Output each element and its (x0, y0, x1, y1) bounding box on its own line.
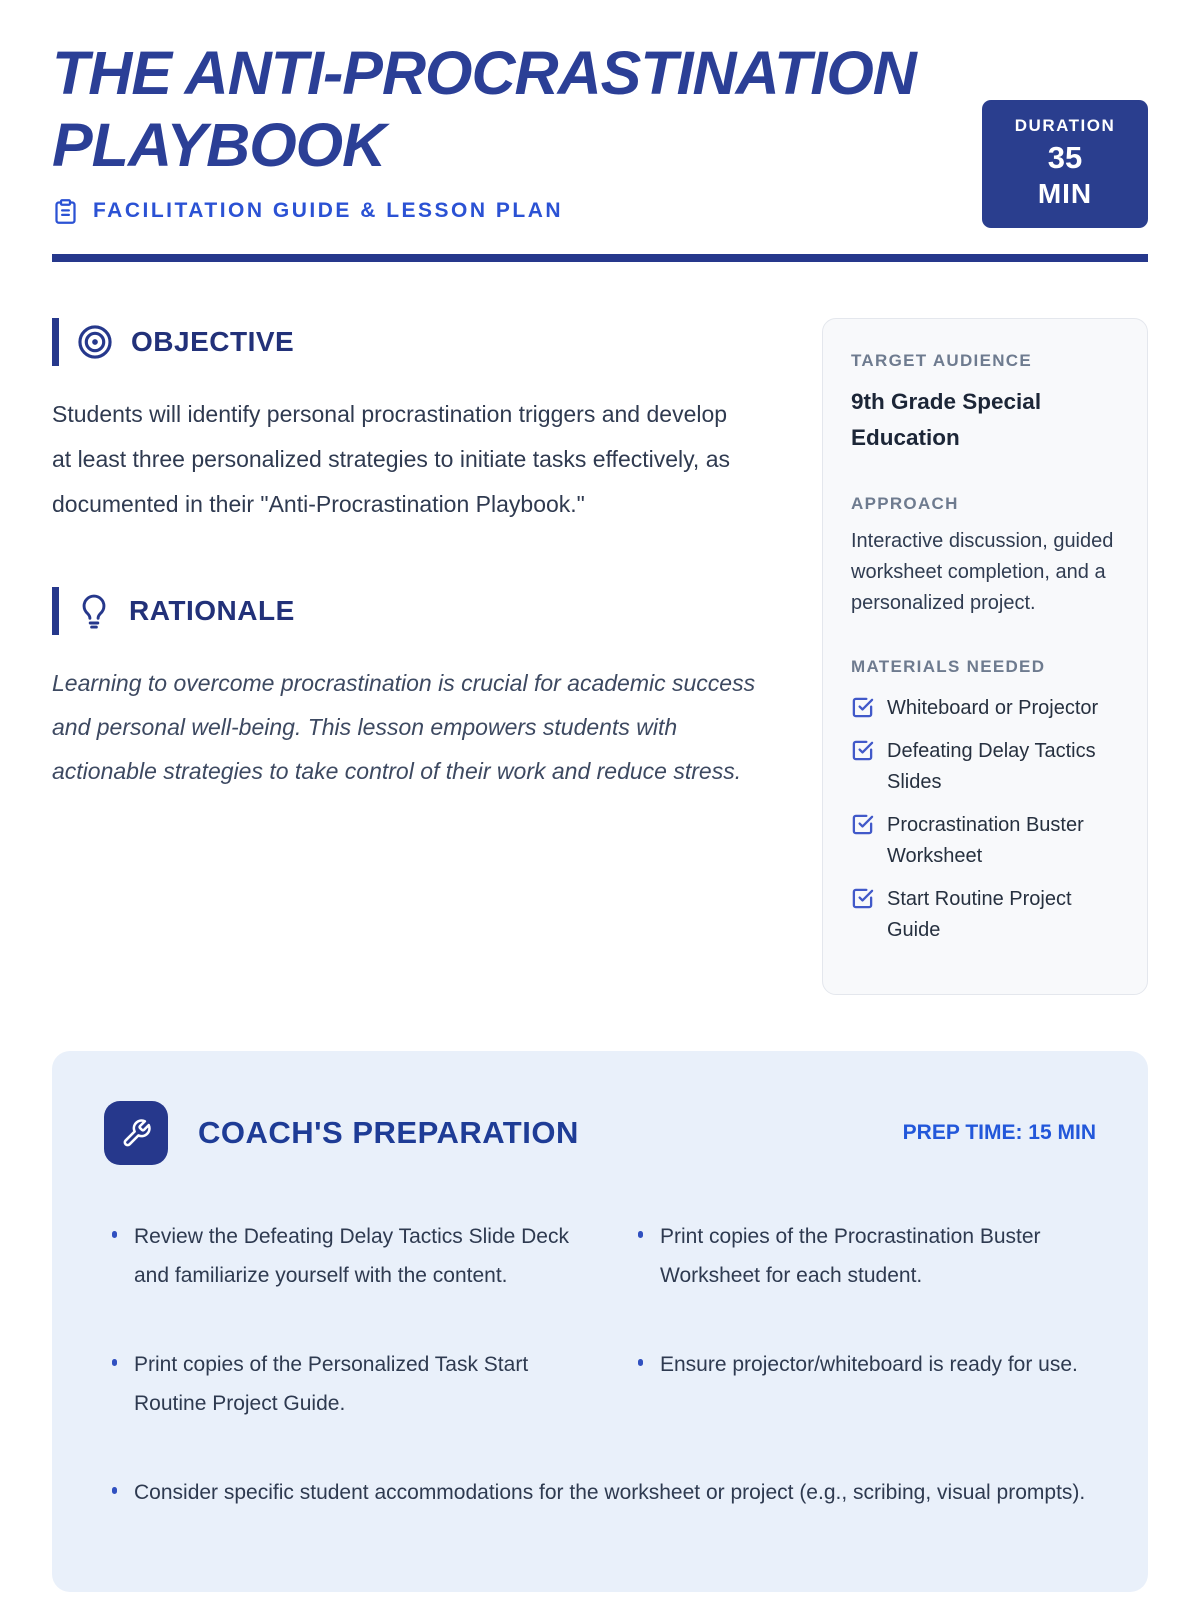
material-text: Procrastination Buster Worksheet (887, 814, 1084, 867)
list-item (851, 884, 1119, 946)
header-left (52, 38, 982, 225)
objective-section (52, 318, 767, 527)
checkbox-icon (851, 813, 874, 836)
main-content (52, 318, 1148, 995)
checkbox-icon (851, 696, 874, 719)
materials-list (851, 693, 1119, 946)
heading-accent-bar (52, 318, 59, 366)
rationale-section (52, 587, 767, 793)
clipboard-icon (52, 198, 79, 225)
target-audience-label: TARGET AUDIENCE (851, 351, 1032, 370)
list-item (851, 693, 1119, 724)
material-text: Whiteboard or Projector (887, 697, 1099, 719)
material-text: Defeating Delay Tactics Slides (887, 740, 1096, 793)
rationale-heading-row (52, 587, 767, 635)
duration-unit: MIN (1037, 178, 1093, 209)
list-item: Review the Defeating Delay Tactics Slide Deck and familiarize yourself with the content. (104, 1217, 570, 1295)
page-title: THE ANTI-PROCRASTINATION PLAYBOOK (52, 39, 916, 179)
duration-label: DURATION (1014, 116, 1116, 135)
wrench-icon (104, 1101, 168, 1165)
target-icon (76, 323, 114, 361)
prep-title: COACH'S PREPARATION (198, 1115, 579, 1150)
objective-title: OBJECTIVE (131, 326, 295, 357)
duration-badge (982, 100, 1148, 228)
target-audience-block (851, 351, 1119, 456)
list-item: Print copies of the Personalized Task Start Routine Project Guide. (104, 1345, 570, 1423)
header (52, 38, 1148, 228)
rationale-title: RATIONALE (129, 595, 295, 626)
rationale-text: Learning to overcome procrastination is crucial for academic success and personal well-being. This lesson empowers students with actionable strategies to take control of their work and reduce stress. (52, 670, 756, 784)
checkbox-icon (851, 887, 874, 910)
prep-header (104, 1101, 1096, 1165)
material-text: Start Routine Project Guide (887, 888, 1072, 941)
checkbox-icon (851, 739, 874, 762)
approach-label: APPROACH (851, 494, 959, 513)
list-item (851, 810, 1119, 872)
duration-value: 35 (1047, 140, 1083, 175)
left-column (52, 318, 767, 793)
list-item (851, 736, 1119, 798)
header-divider (52, 254, 1148, 262)
list-item: Ensure projector/whiteboard is ready for use. (630, 1345, 1096, 1423)
approach-value: Interactive discussion, guided worksheet completion, and a personalized project. (851, 530, 1114, 614)
lesson-info-sidebar (822, 318, 1148, 995)
objective-text: Students will identify personal procrastination triggers and develop at least three personalized strategies to initiate tasks effectively, as documented in their "Anti-Procrastination Playbook." (52, 401, 731, 517)
lightbulb-icon (76, 592, 112, 630)
approach-block (851, 494, 1119, 619)
coach-preparation-card (52, 1051, 1148, 1592)
materials-block (851, 657, 1119, 946)
target-audience-value: 9th Grade Special Education (851, 389, 1042, 450)
list-item: Print copies of the Procrastination Buster Worksheet for each student. (630, 1217, 1096, 1295)
materials-label: MATERIALS NEEDED (851, 657, 1046, 676)
heading-accent-bar (52, 587, 59, 635)
subtitle: FACILITATION GUIDE & LESSON PLAN (93, 199, 564, 223)
prep-checklist (104, 1217, 1096, 1512)
subtitle-row (52, 198, 982, 225)
list-item: Consider specific student accommodations for the worksheet or project (e.g., scribing, visual prompts). (104, 1473, 1096, 1512)
prep-time-badge: PREP TIME: 15 MIN (902, 1121, 1096, 1144)
objective-heading-row (52, 318, 767, 366)
